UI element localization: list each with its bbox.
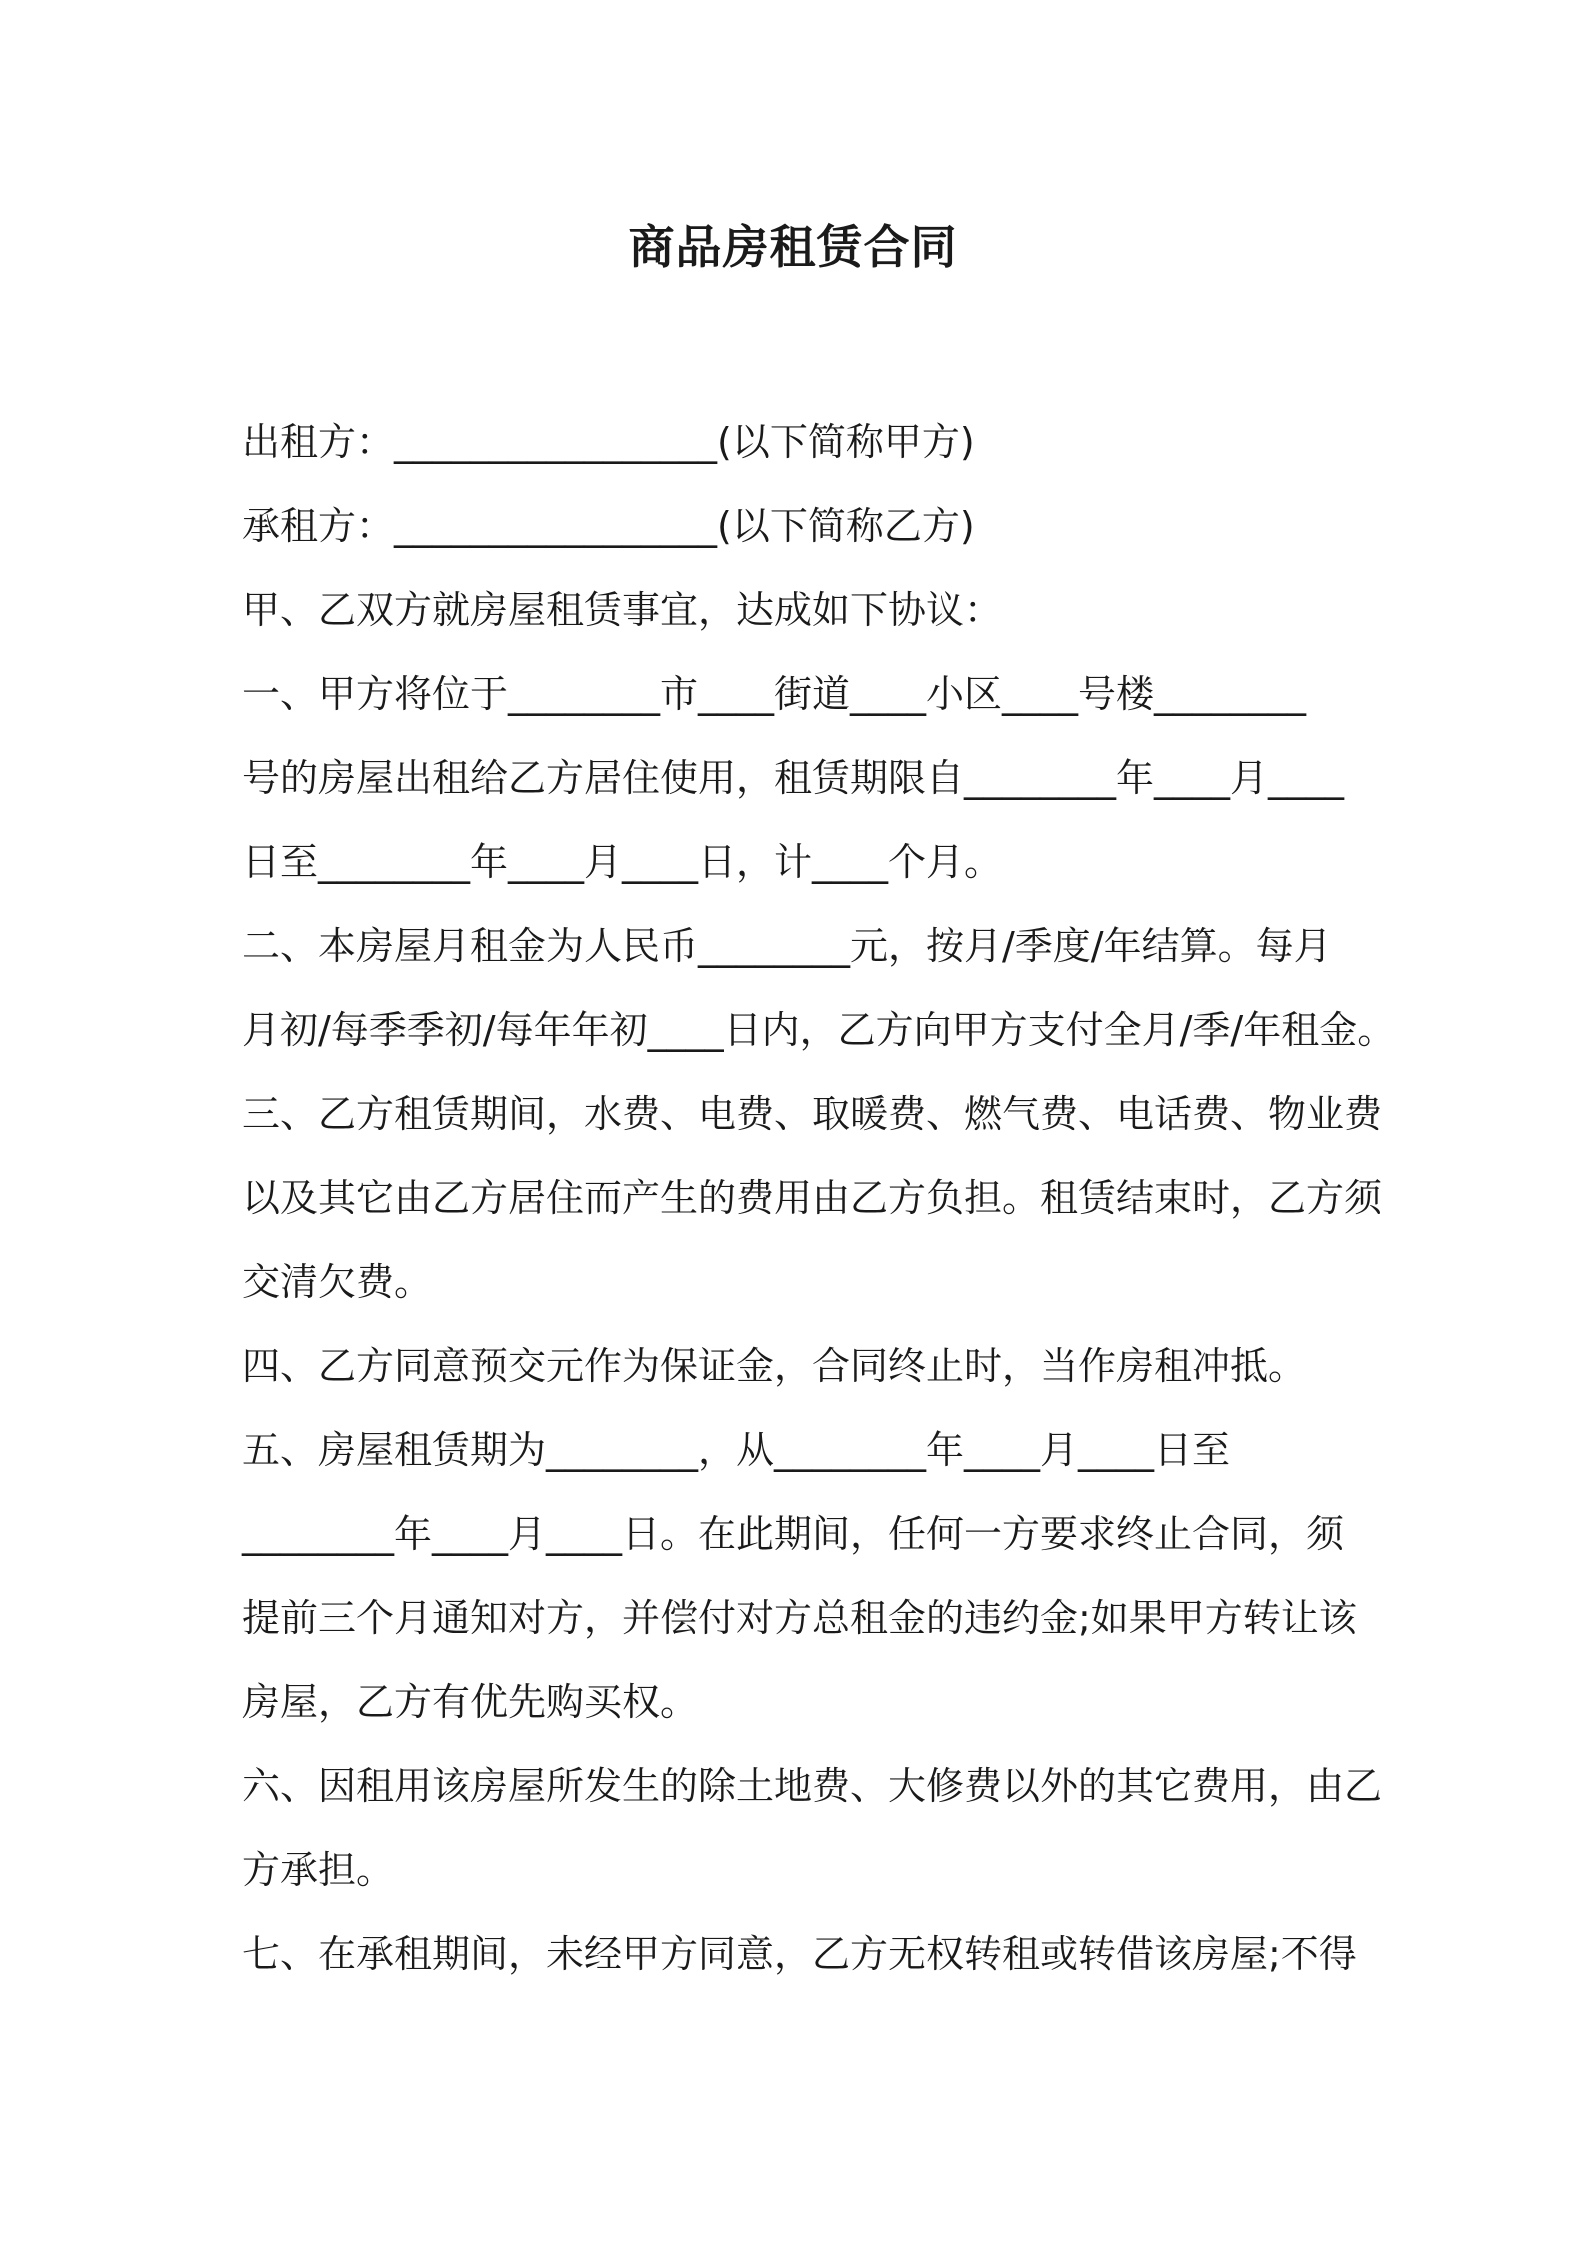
lessor-line: 出租方：_________________(以下简称甲方): [242, 420, 975, 464]
clause-5-line-3: 提前三个月通知对方，并偿付对方总租金的违约金;如果甲方转让该: [242, 1596, 1357, 1640]
clause-2-line-1: 二、本房屋月租金为人民币________元，按月/季度/年结算。每月: [242, 924, 1332, 968]
clause-1-line-3: 日至________年____月____日，计____个月。: [242, 840, 1003, 884]
lessee-line: 承租方：_________________(以下简称乙方): [242, 504, 975, 548]
clause-6-line-1: 六、因租用该房屋所发生的除土地费、大修费以外的其它费用，由乙: [242, 1764, 1383, 1808]
clause-6-line-2: 方承担。: [242, 1848, 395, 1892]
document-body: [242, 400, 1396, 1996]
clause-5-line-1: 五、房屋租赁期为________，从________年____月____日至: [242, 1428, 1231, 1472]
clause-1-line-1: 一、甲方将位于________市____街道____小区____号楼________: [242, 672, 1307, 716]
agreement-intro: 甲、乙双方就房屋租赁事宜，达成如下协议：: [242, 588, 1003, 632]
clause-3-line-1: 三、乙方租赁期间，水费、电费、取暖费、燃气费、电话费、物业费: [242, 1092, 1383, 1136]
clause-5-line-4: 房屋，乙方有优先购买权。: [242, 1680, 699, 1724]
document-title: 商品房租赁合同: [628, 220, 958, 274]
clause-2-line-2: 月初/每季季初/每年年初____日内，乙方向甲方支付全月/季/年租金。: [242, 1008, 1396, 1052]
clause-3-line-2: 以及其它由乙方居住而产生的费用由乙方负担。租赁结束时，乙方须: [242, 1176, 1383, 1220]
clause-4-line-1: 四、乙方同意预交元作为保证金，合同终止时，当作房租冲抵。: [242, 1344, 1307, 1388]
clause-5-line-2: ________年____月____日。在此期间，任何一方要求终止合同，须: [242, 1512, 1345, 1556]
clause-7-line-1: 七、在承租期间，未经甲方同意，乙方无权转租或转借该房屋;不得: [242, 1932, 1357, 1976]
clause-3-line-3: 交清欠费。: [242, 1260, 433, 1304]
clause-1-line-2: 号的房屋出租给乙方居住使用，租赁期限自________年____月____: [242, 756, 1345, 800]
